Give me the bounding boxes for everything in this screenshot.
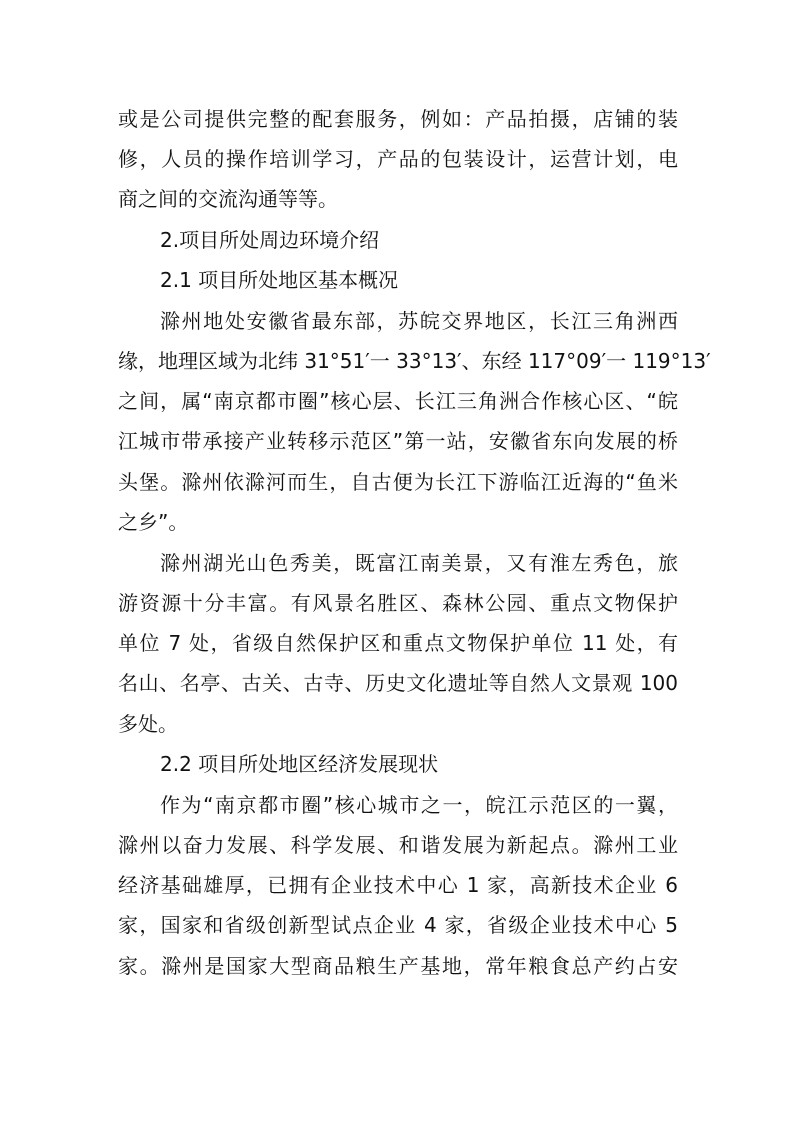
body-line: 商之间的交流沟通等等。	[118, 187, 338, 211]
subsection-heading: 2.2 项目所处地区经济发展现状	[160, 752, 439, 776]
body-line: 滁州地处安徽省最东部，苏皖交界地区，长江三角洲西	[160, 309, 678, 333]
body-line: 经济基础雄厚，已拥有企业技术中心 1 家，高新技术企业 6	[118, 873, 678, 897]
body-line: 修，人员的操作培训学习，产品的包装设计，运营计划，电	[118, 147, 678, 171]
body-line: 作为“南京都市圈”核心城市之一，皖江示范区的一翼，	[160, 793, 678, 817]
body-line: 多处。	[118, 712, 178, 736]
body-line: 缘，地理区域为北纬 31°51′一 33°13′、东经 117°09′一 119°13′	[118, 349, 711, 373]
body-line: 江城市带承接产业转移示范区”第一站，安徽省东向发展的桥	[118, 429, 678, 453]
section-heading: 2.项目所处周边环境介绍	[160, 228, 380, 252]
subsection-heading: 2.1 项目所处地区基本概况	[160, 268, 399, 292]
body-line: 滁州湖光山色秀美，既富江南美景，又有淮左秀色，旅	[160, 551, 678, 575]
body-line: 或是公司提供完整的配套服务，例如：产品拍摄，店铺的装	[118, 107, 678, 131]
body-line: 名山、名亭、古关、古寺、历史文化遗址等自然人文景观 100	[118, 671, 678, 695]
body-line: 滁州以奋力发展、科学发展、和谐发展为新起点。滁州工业	[118, 833, 678, 857]
body-line: 游资源十分丰富。有风景名胜区、森林公园、重点文物保护	[118, 591, 678, 615]
body-line: 之乡”。	[118, 510, 189, 534]
body-line: 家。滁州是国家大型商品粮生产基地，常年粮食总产约占安	[118, 954, 678, 978]
body-line: 头堡。滁州依滁河而生，自古便为长江下游临江近海的“鱼米	[118, 470, 678, 494]
body-line: 家，国家和省级创新型试点企业 4 家，省级企业技术中心 5	[118, 913, 678, 937]
body-line: 之间，属“南京都市圈”核心层、长江三角洲合作核心区、“皖	[118, 389, 678, 413]
body-line: 单位 7 处，省级自然保护区和重点文物保护单位 11 处，有	[118, 631, 678, 655]
